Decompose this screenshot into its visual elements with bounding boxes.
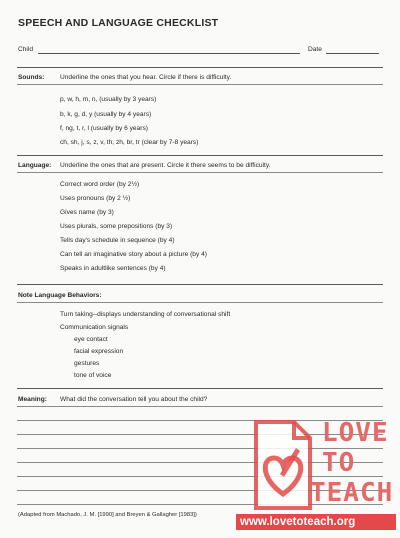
logo-text-teach: TEACH	[310, 478, 394, 508]
sounds-label: Sounds:	[18, 74, 45, 81]
meaning-label: Meaning:	[18, 396, 47, 403]
divider	[17, 84, 383, 85]
sound-item: p, w, h, m, n, (usually by 3 years)	[60, 96, 157, 103]
sound-item: f, ng, t, r, l (usually by 6 years)	[60, 125, 148, 132]
sound-item: ch, sh, j, s, z, v, th, zh, br, tr (clear by 7-8 years)	[60, 139, 199, 146]
language-item: Can tell an imaginative story about a picture (by 4)	[60, 251, 207, 258]
citation: (Adapted from Machado, J. M. [1990] and Breyen & Gallagher [1983])	[18, 512, 197, 518]
date-label: Date	[308, 46, 322, 53]
signal-item: gestures	[74, 360, 100, 367]
logo-text-love: LOVE	[322, 418, 389, 448]
language-label: Language:	[18, 162, 52, 169]
language-instruction: Underline the ones that are present. Circle it there seems to be difficulty.	[60, 162, 271, 169]
signals-label: Communication signals	[60, 324, 129, 331]
divider	[17, 172, 383, 173]
language-item: Tells day's schedule in sequence (by 4)	[60, 237, 175, 244]
behaviors-label: Note Language Behaviors:	[18, 292, 102, 299]
child-field[interactable]	[38, 53, 300, 54]
divider	[17, 388, 383, 389]
turn-taking: Turn taking--displays understanding of conversational shift	[60, 311, 231, 318]
meaning-question: What did the conversation tell you about the child?	[60, 396, 208, 403]
language-item: Uses plurals, some prepositions (by 3)	[60, 223, 173, 230]
logo-url[interactable]: www.lovetoteach.org	[236, 514, 396, 530]
signal-item: facial expression	[74, 348, 124, 355]
signal-item: eye contact	[74, 336, 108, 343]
child-label: Child	[18, 46, 34, 53]
date-field[interactable]	[326, 53, 379, 54]
sounds-instruction: Underline the ones that you hear. Circle if there is difficulty.	[60, 74, 232, 81]
language-item: Gives name (by 3)	[60, 209, 114, 216]
document-heart-icon	[250, 418, 316, 514]
page-title: SPEECH AND LANGUAGE CHECKLIST	[18, 17, 219, 29]
divider	[17, 284, 383, 285]
signal-item: tone of voice	[74, 372, 112, 379]
logo-text-to: TO	[322, 448, 356, 478]
language-item: Uses pronouns (by 2 ½)	[60, 195, 131, 202]
language-item: Correct word order (by 2½)	[60, 181, 140, 188]
divider	[17, 302, 383, 303]
divider	[17, 67, 383, 68]
language-item: Speaks in adultlike sentences (by 4)	[60, 265, 166, 272]
divider	[17, 155, 383, 156]
answer-line[interactable]	[17, 406, 383, 407]
sound-item: b, k, g, d, y (usually by 4 years)	[60, 111, 152, 118]
